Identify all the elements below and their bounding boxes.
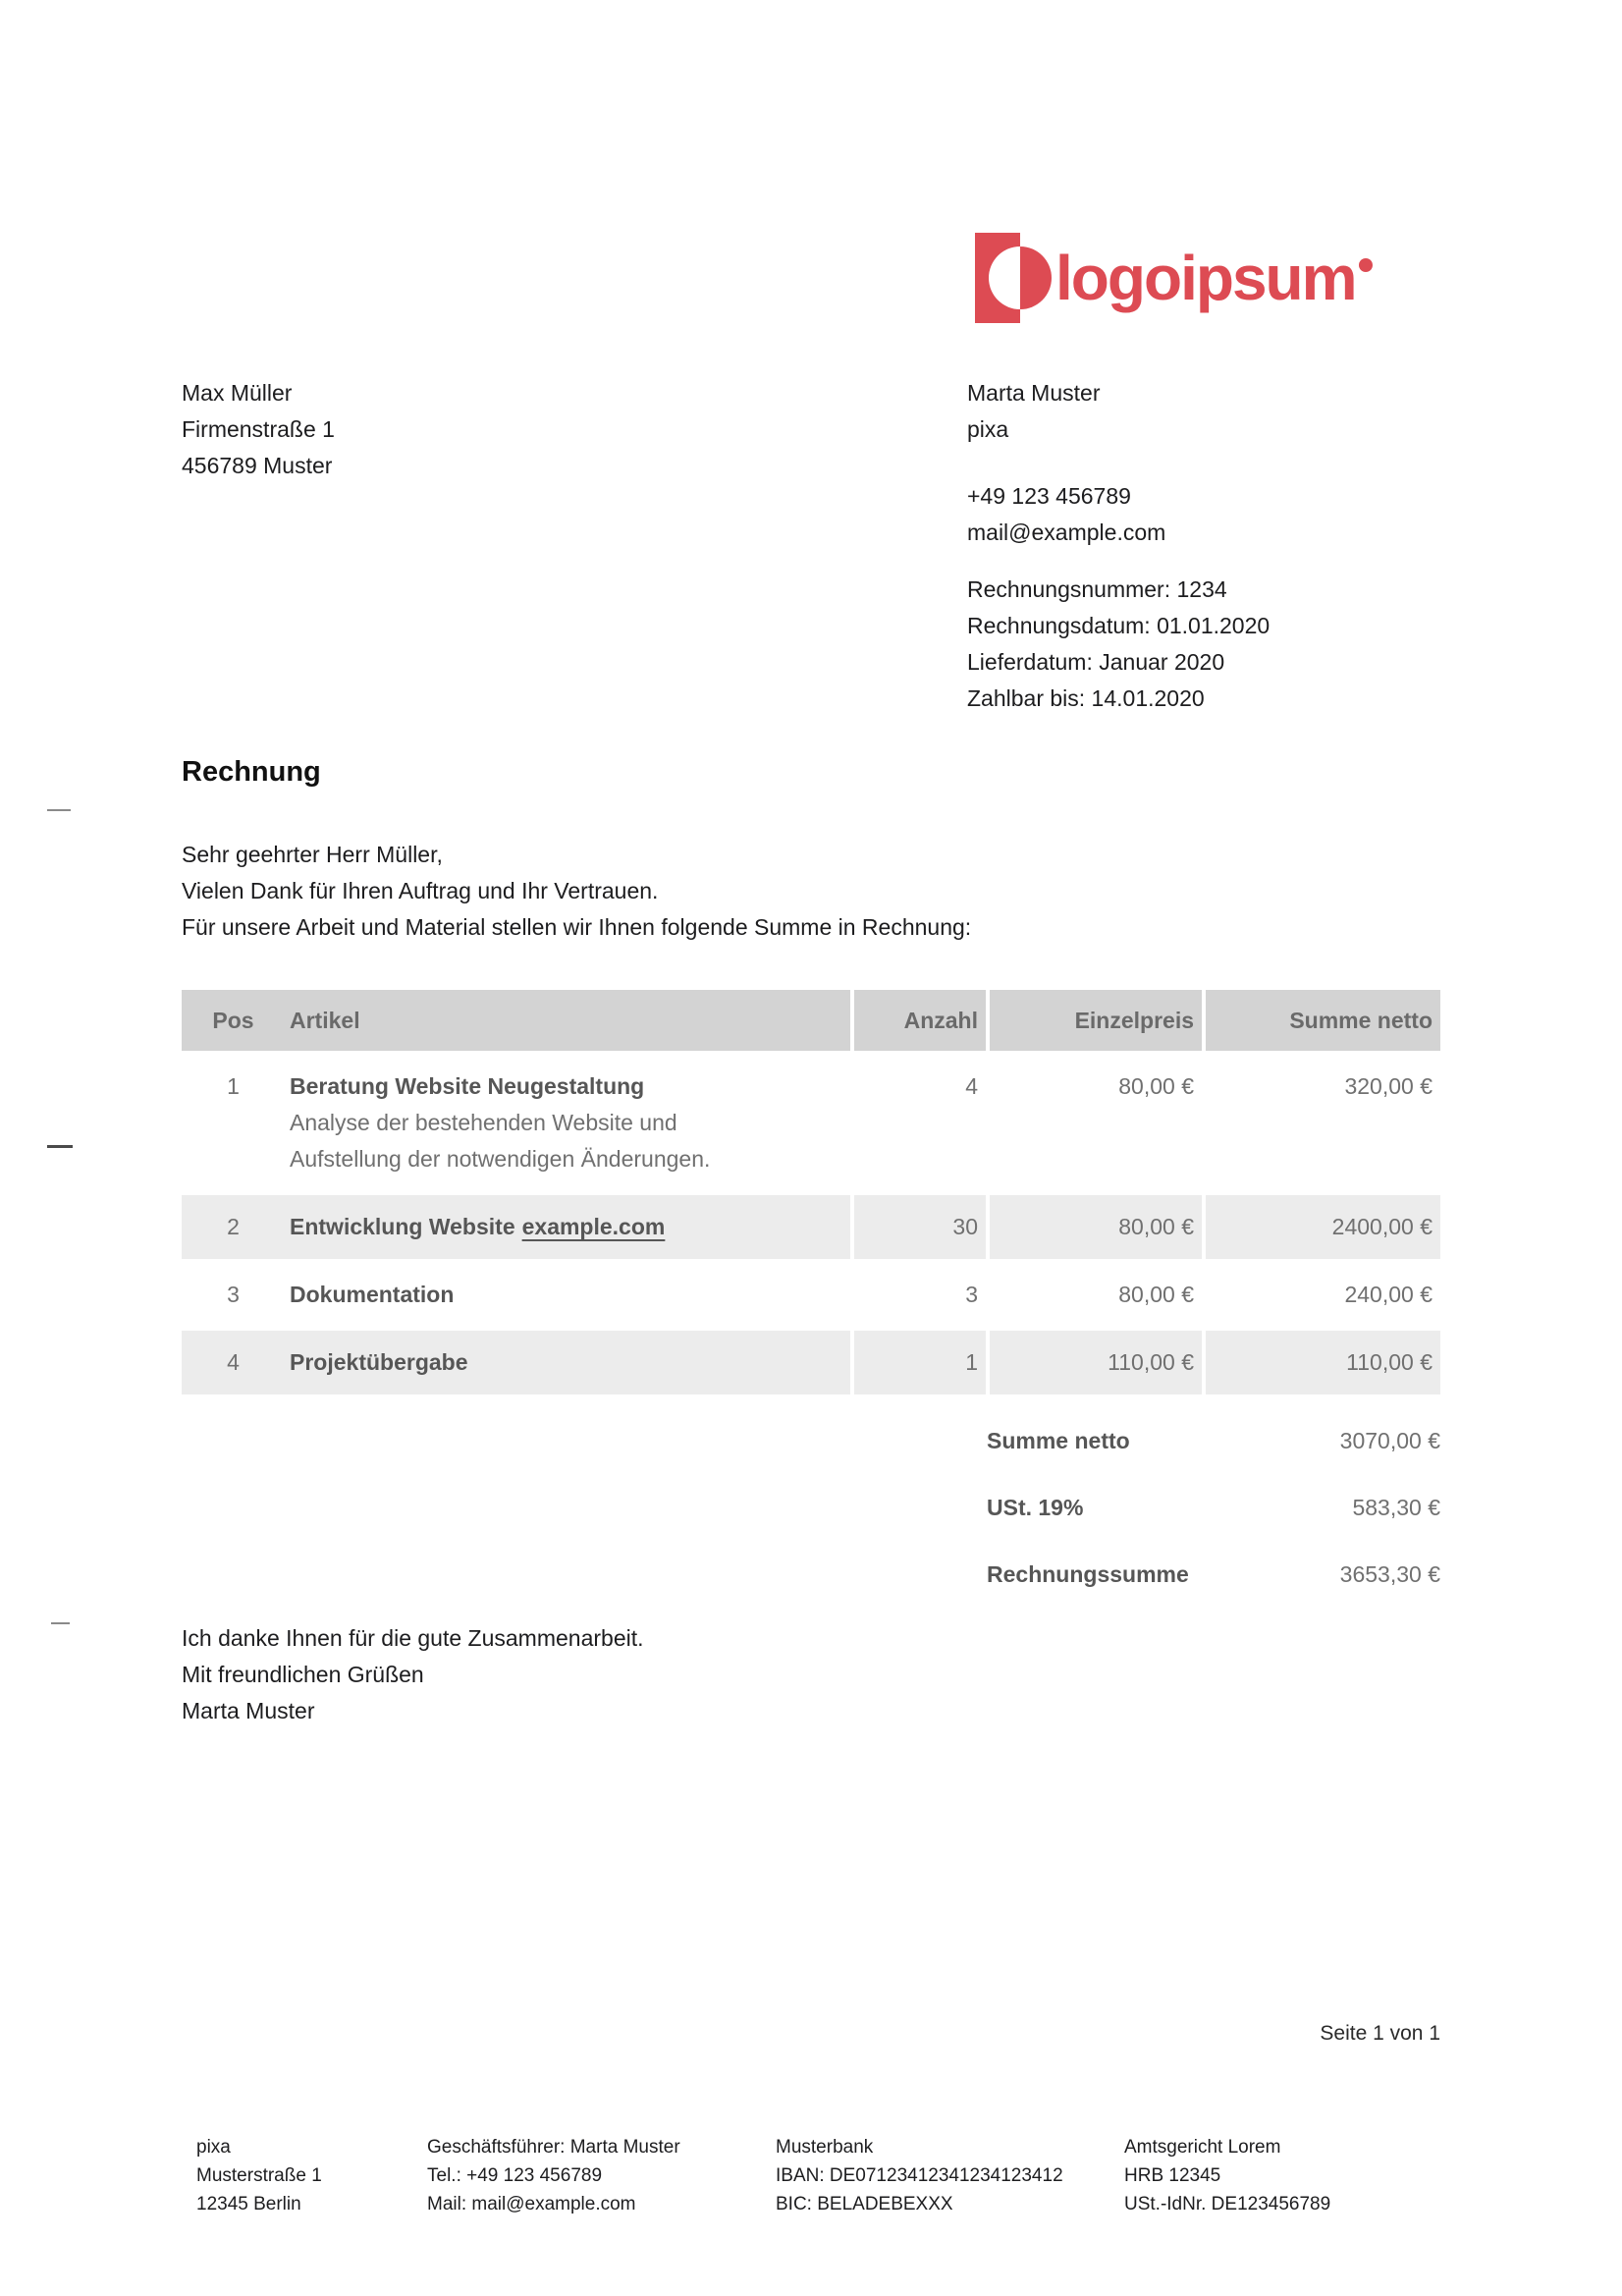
salutation-line: Sehr geehrter Herr Müller, [182,842,443,867]
net-sum-cell: 110,00 € [1206,1331,1440,1394]
footer-company-name: pixa [196,2137,231,2158]
sender-company: pixa [967,416,1009,442]
header-summe-netto: Summe netto [1206,990,1440,1051]
pos-cell: 4 [182,1331,285,1394]
invoice-meta [967,572,1270,717]
header-anzahl: Anzahl [854,990,986,1051]
footer-company-city: 12345 Berlin [196,2194,301,2214]
unit-price-cell: 80,00 € [1118,1073,1194,1099]
logo-circle-shape [989,246,1052,309]
footer-managing-director: Geschäftsführer: Marta Muster [427,2137,680,2158]
net-sum-cell: 2400,00 € [1206,1195,1440,1259]
punch-mark-middle [47,1145,73,1148]
recipient-street: Firmenstraße 1 [182,416,335,442]
footer-iban: IBAN: DE07123412341234123412 [776,2165,1063,2186]
total-net-label: Summe netto [987,1428,1130,1453]
page-title: Rechnung [182,756,321,788]
footer [196,2133,1440,2218]
footer-column-contact [427,2133,776,2218]
fold-mark-bottom [51,1622,70,1624]
sender-block [967,375,1270,717]
pos-cell: 3 [227,1282,240,1307]
sender-email: mail@example.com [967,519,1166,545]
article-cell [285,1331,850,1394]
closing-signature: Marta Muster [182,1698,315,1723]
items-table [182,990,1440,1398]
closing-thanks-line: Ich danke Ihnen für die gute Zusammenarbeit. [182,1625,644,1651]
total-net-row [987,1426,1440,1455]
footer-hrb: HRB 12345 [1124,2165,1221,2186]
item-name [290,1209,850,1245]
recipient-city: 456789 Muster [182,453,333,478]
company-logo [975,233,1373,323]
item-name-text: Entwicklung Website [290,1214,515,1239]
quantity-cell: 30 [854,1195,986,1259]
logo-wordmark [1055,233,1373,323]
item-name: Projektübergabe [290,1349,468,1375]
table-row [182,1195,1440,1259]
recipient-address [182,375,335,484]
footer-column-bank [776,2133,1124,2218]
greeting-block [182,837,971,946]
net-sum-cell: 320,00 € [1344,1073,1433,1099]
quantity-cell: 1 [854,1331,986,1394]
unit-price-cell: 80,00 € [990,1195,1202,1259]
vat-label: USt. 19% [987,1495,1084,1520]
net-sum-cell: 240,00 € [1344,1282,1433,1307]
grand-total-row [987,1559,1440,1589]
unit-price-cell: 80,00 € [1118,1282,1194,1307]
header-einzelpreis: Einzelpreis [990,990,1202,1051]
header-pos: Pos [182,990,285,1051]
recipient-name: Max Müller [182,380,293,406]
page-indicator: Seite 1 von 1 [1320,2022,1440,2045]
delivery-date: Lieferdatum: Januar 2020 [967,649,1225,675]
logo-mark-icon [975,233,1020,323]
footer-column-company [196,2133,427,2218]
total-net-value: 3070,00 € [1339,1428,1440,1453]
quantity-cell: 3 [965,1282,978,1307]
footer-phone: Tel.: +49 123 456789 [427,2165,603,2186]
footer-bank-name: Musterbank [776,2137,874,2158]
footer-email: Mail: mail@example.com [427,2194,636,2214]
header-artikel: Artikel [285,990,850,1051]
invoice-number: Rechnungsnummer: 1234 [967,576,1227,602]
table-header-row [182,990,1440,1051]
invoice-date: Rechnungsdatum: 01.01.2020 [967,613,1271,638]
item-description-line: Analyse der bestehenden Website und [290,1110,677,1135]
pos-cell: 2 [182,1195,285,1259]
due-date: Zahlbar bis: 14.01.2020 [967,685,1205,711]
table-row [182,1331,1440,1394]
item-description-line: Aufstellung der notwendigen Änderungen. [290,1146,711,1172]
footer-column-legal [1124,2133,1440,2218]
footer-vat-id: USt.-IdNr. DE123456789 [1124,2194,1331,2214]
quantity-cell: 4 [965,1073,978,1099]
intro-line: Für unsere Arbeit und Material stellen wir Ihnen folgende Summe in Rechnung: [182,914,972,940]
table-row [182,1055,1440,1191]
footer-court: Amtsgericht Lorem [1124,2137,1281,2158]
table-row [182,1263,1440,1327]
sender-name: Marta Muster [967,380,1101,406]
article-cell [285,1195,850,1259]
logo-brand-text: logoipsum [1055,243,1356,313]
grand-total-value: 3653,30 € [1339,1561,1440,1587]
grand-total-label: Rechnungssumme [987,1561,1189,1587]
totals-block [987,1426,1440,1626]
thanks-line: Vielen Dank für Ihren Auftrag und Ihr Vertrauen. [182,878,659,903]
vat-value: 583,30 € [1352,1495,1440,1520]
footer-company-street: Musterstraße 1 [196,2165,322,2186]
closing-block [182,1620,644,1729]
unit-price-cell: 110,00 € [990,1331,1202,1394]
item-name: Beratung Website Neugestaltung [290,1073,645,1099]
item-name: Dokumentation [290,1282,455,1307]
closing-regards-line: Mit freundlichen Grüßen [182,1662,424,1687]
sender-phone: +49 123 456789 [967,483,1131,509]
footer-bic: BIC: BELADEBEXXX [776,2194,953,2214]
logo-trademark-dot [1359,258,1373,272]
article-cell [285,1263,850,1327]
vat-row [987,1493,1440,1522]
pos-cell: 1 [227,1073,240,1099]
article-cell [285,1055,850,1191]
fold-mark-top [47,809,71,811]
example-com-link[interactable]: example.com [521,1214,666,1239]
